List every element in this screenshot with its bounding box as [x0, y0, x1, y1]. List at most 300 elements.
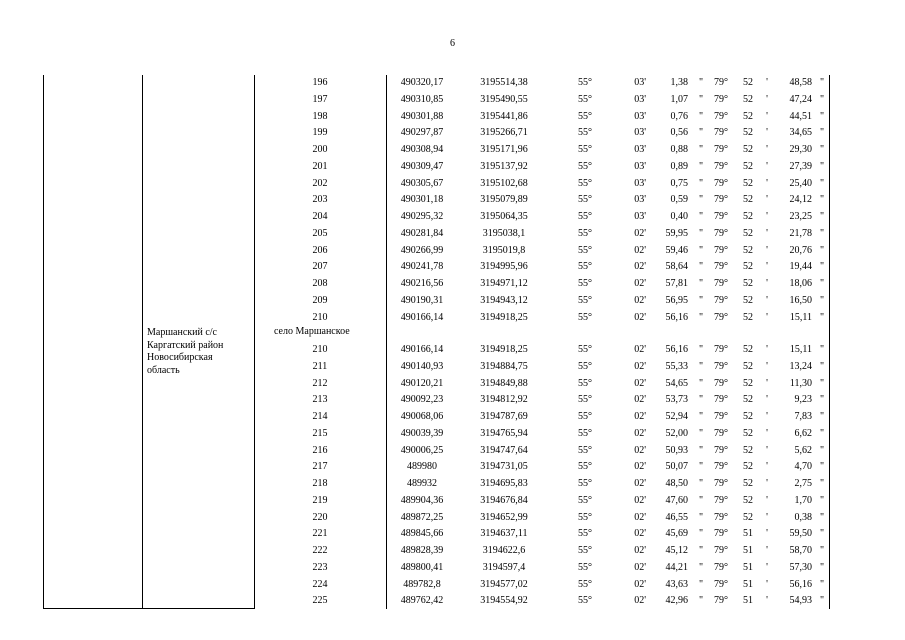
lon-seconds: 15,11	[789, 311, 812, 323]
lon-seconds-mark: "	[819, 478, 825, 489]
region-line: Новосибирская	[147, 352, 213, 363]
lon-seconds: 4,70	[794, 461, 812, 473]
lon-minutes: 52	[743, 411, 753, 422]
lat-minutes: 02'	[634, 278, 646, 289]
lon-degrees: 79°	[714, 478, 728, 489]
coord-x: 490166,14	[400, 344, 444, 355]
lat-seconds-mark: "	[698, 278, 704, 289]
point-number: 224	[312, 578, 328, 590]
coord-y: 3195266,71	[480, 127, 528, 139]
lon-seconds: 58,70	[789, 545, 812, 556]
lat-seconds: 52,94	[665, 411, 688, 422]
lon-seconds: 29,30	[789, 144, 812, 155]
lon-degrees: 79°	[714, 545, 728, 556]
coord-y: 3194747,64	[480, 444, 528, 456]
point-number: 219	[312, 494, 328, 506]
lat-seconds: 0,40	[670, 211, 688, 222]
coord-y: 3194849,88	[480, 377, 528, 389]
lat-seconds: 48,50	[665, 478, 688, 489]
lon-seconds: 5,62	[794, 444, 812, 456]
lon-minutes: 52	[743, 244, 753, 256]
table-row	[0, 176, 905, 193]
point-number: 208	[312, 278, 328, 289]
coord-x: 489845,66	[400, 528, 444, 540]
coord-y: 3195038,1	[482, 227, 526, 239]
lat-seconds-mark: "	[698, 244, 704, 256]
lon-seconds: 9,23	[794, 394, 812, 406]
lat-degrees: 55°	[578, 194, 592, 206]
lon-minutes-mark: '	[766, 127, 768, 139]
lon-seconds: 6,62	[794, 427, 812, 439]
table-row	[0, 293, 905, 310]
lat-minutes: 02'	[634, 427, 646, 439]
lon-minutes-mark: '	[766, 110, 768, 122]
lat-degrees: 55°	[578, 211, 592, 222]
lat-degrees: 55°	[578, 461, 592, 473]
point-number: 210	[312, 344, 328, 355]
lat-seconds-mark: "	[698, 478, 704, 489]
lat-seconds-mark: "	[698, 394, 704, 406]
coord-x: 490301,88	[400, 110, 444, 122]
lat-seconds-mark: "	[698, 127, 704, 139]
lat-seconds-mark: "	[698, 377, 704, 389]
lon-degrees: 79°	[714, 227, 728, 239]
coord-x: 490140,93	[400, 360, 444, 372]
lat-minutes: 03'	[634, 93, 646, 105]
lon-minutes-mark: '	[766, 377, 768, 389]
table-row	[0, 259, 905, 276]
lon-seconds: 56,16	[789, 578, 812, 590]
lon-seconds-mark: "	[819, 545, 825, 556]
table-row	[0, 443, 905, 460]
lat-minutes: 02'	[634, 545, 646, 556]
lat-seconds-mark: "	[698, 211, 704, 222]
point-number: 209	[312, 294, 328, 306]
coord-y: 3194943,12	[480, 294, 528, 306]
lon-seconds-mark: "	[819, 177, 825, 189]
coord-y: 3195079,89	[480, 194, 528, 206]
lon-seconds-mark: "	[819, 127, 825, 139]
lat-degrees: 55°	[578, 278, 592, 289]
lat-seconds: 54,65	[665, 377, 688, 389]
coord-x: 490190,31	[400, 294, 444, 306]
lat-degrees: 55°	[578, 311, 592, 323]
coord-y: 3195064,35	[480, 211, 528, 222]
table-row	[0, 459, 905, 476]
point-number: 213	[312, 394, 328, 406]
lon-minutes-mark: '	[766, 144, 768, 155]
lon-seconds: 47,24	[789, 93, 812, 105]
lat-degrees: 55°	[578, 411, 592, 422]
coord-y: 3194554,92	[480, 595, 528, 607]
lat-minutes: 02'	[634, 561, 646, 573]
lat-seconds-mark: "	[698, 160, 704, 172]
section-label: село Маршанское	[274, 326, 350, 337]
lon-minutes-mark: '	[766, 261, 768, 273]
lat-seconds-mark: "	[698, 494, 704, 506]
lon-seconds: 20,76	[789, 244, 812, 256]
table-row	[0, 310, 905, 327]
table-row	[0, 142, 905, 159]
lat-degrees: 55°	[578, 177, 592, 189]
lat-minutes: 03'	[634, 194, 646, 206]
lon-degrees: 79°	[714, 578, 728, 590]
lon-minutes: 51	[743, 561, 753, 573]
lat-degrees: 55°	[578, 77, 592, 88]
lon-minutes: 52	[743, 511, 753, 523]
point-number: 212	[312, 377, 328, 389]
lat-degrees: 55°	[578, 294, 592, 306]
point-number: 223	[312, 561, 328, 573]
page-number: 6	[450, 38, 455, 49]
region-line: Маршанский с/с	[147, 327, 217, 338]
lon-minutes-mark: '	[766, 244, 768, 256]
lat-seconds: 56,16	[665, 344, 688, 355]
lat-seconds: 53,73	[665, 394, 688, 406]
lon-seconds: 54,93	[789, 595, 812, 607]
lon-minutes-mark: '	[766, 227, 768, 239]
lon-minutes: 52	[743, 294, 753, 306]
lat-seconds-mark: "	[698, 227, 704, 239]
lon-minutes-mark: '	[766, 545, 768, 556]
lon-minutes: 52	[743, 427, 753, 439]
coord-x: 489762,42	[400, 595, 444, 607]
lat-seconds: 59,95	[665, 227, 688, 239]
point-number: 210	[312, 311, 328, 323]
lon-degrees: 79°	[714, 528, 728, 540]
lon-seconds-mark: "	[819, 77, 825, 88]
lon-degrees: 79°	[714, 444, 728, 456]
lon-minutes-mark: '	[766, 394, 768, 406]
lon-degrees: 79°	[714, 261, 728, 273]
lon-seconds-mark: "	[819, 377, 825, 389]
coord-y: 3195102,68	[480, 177, 528, 189]
coord-y: 3194597,4	[482, 561, 526, 573]
table-row	[0, 392, 905, 409]
lat-seconds-mark: "	[698, 595, 704, 607]
table-row	[0, 577, 905, 594]
coord-y: 3194918,25	[480, 311, 528, 323]
lat-seconds: 1,07	[670, 93, 688, 105]
point-number: 203	[312, 194, 328, 206]
lon-minutes: 52	[743, 77, 753, 88]
table-row	[0, 159, 905, 176]
lat-seconds-mark: "	[698, 528, 704, 540]
coord-x: 490266,99	[400, 244, 444, 256]
lon-seconds: 48,58	[789, 77, 812, 88]
lat-minutes: 02'	[634, 461, 646, 473]
lon-seconds-mark: "	[819, 427, 825, 439]
lat-seconds: 42,96	[665, 595, 688, 607]
lon-seconds: 2,75	[794, 478, 812, 489]
lon-minutes-mark: '	[766, 93, 768, 105]
lat-degrees: 55°	[578, 244, 592, 256]
lon-minutes: 51	[743, 528, 753, 540]
lat-degrees: 55°	[578, 360, 592, 372]
lon-minutes-mark: '	[766, 77, 768, 88]
table-row	[0, 226, 905, 243]
point-number: 216	[312, 444, 328, 456]
lon-degrees: 79°	[714, 177, 728, 189]
point-number: 205	[312, 227, 328, 239]
lat-degrees: 55°	[578, 561, 592, 573]
point-number: 202	[312, 177, 328, 189]
point-number: 207	[312, 261, 328, 273]
lon-seconds: 11,30	[789, 377, 812, 389]
coord-x: 489782,8	[403, 578, 441, 590]
lon-minutes-mark: '	[766, 294, 768, 306]
lon-minutes: 52	[743, 194, 753, 206]
coord-x: 489932	[407, 478, 437, 489]
lat-seconds-mark: "	[698, 444, 704, 456]
table-row	[0, 560, 905, 577]
lat-seconds-mark: "	[698, 144, 704, 155]
lon-minutes: 52	[743, 127, 753, 139]
lat-seconds: 56,95	[665, 294, 688, 306]
lon-seconds-mark: "	[819, 411, 825, 422]
lon-degrees: 79°	[714, 211, 728, 222]
lon-seconds: 15,11	[789, 344, 812, 355]
coord-x: 490297,87	[400, 127, 444, 139]
lat-degrees: 55°	[578, 595, 592, 607]
lon-degrees: 79°	[714, 377, 728, 389]
lat-degrees: 55°	[578, 377, 592, 389]
lat-degrees: 55°	[578, 344, 592, 355]
lat-seconds: 45,12	[665, 545, 688, 556]
point-number: 206	[312, 244, 328, 256]
point-number: 215	[312, 427, 328, 439]
lon-minutes: 52	[743, 360, 753, 372]
lat-seconds-mark: "	[698, 344, 704, 355]
table-row	[0, 593, 905, 610]
lat-seconds-mark: "	[698, 110, 704, 122]
table-row	[0, 192, 905, 209]
lon-minutes-mark: '	[766, 360, 768, 372]
lon-minutes: 52	[743, 478, 753, 489]
lat-seconds-mark: "	[698, 177, 704, 189]
lat-minutes: 02'	[634, 494, 646, 506]
point-number: 197	[312, 93, 328, 105]
lon-seconds-mark: "	[819, 211, 825, 222]
lat-degrees: 55°	[578, 110, 592, 122]
lon-degrees: 79°	[714, 494, 728, 506]
point-number: 214	[312, 411, 328, 422]
coord-y: 3195171,96	[480, 144, 528, 155]
lat-degrees: 55°	[578, 545, 592, 556]
table-row	[0, 75, 905, 92]
lon-minutes: 52	[743, 227, 753, 239]
lat-seconds: 47,60	[665, 494, 688, 506]
lat-seconds: 0,76	[670, 110, 688, 122]
lon-degrees: 79°	[714, 595, 728, 607]
lon-seconds-mark: "	[819, 110, 825, 122]
coord-y: 3194637,11	[480, 528, 528, 540]
coord-x: 490295,32	[400, 211, 444, 222]
coord-x: 490308,94	[400, 144, 444, 155]
lon-seconds: 25,40	[789, 177, 812, 189]
lat-seconds-mark: "	[698, 311, 704, 323]
point-number: 218	[312, 478, 328, 489]
lat-degrees: 55°	[578, 127, 592, 139]
lat-minutes: 02'	[634, 244, 646, 256]
coord-x: 490320,17	[400, 77, 444, 88]
table-row	[0, 92, 905, 109]
coord-x: 490309,47	[400, 160, 444, 172]
coord-y: 3195514,38	[480, 77, 528, 88]
lat-seconds-mark: "	[698, 294, 704, 306]
coord-y: 3194676,84	[480, 494, 528, 506]
lon-seconds-mark: "	[819, 494, 825, 506]
lat-minutes: 03'	[634, 211, 646, 222]
coord-y: 3195490,55	[480, 93, 528, 105]
table-row	[0, 493, 905, 510]
lat-minutes: 03'	[634, 144, 646, 155]
lat-minutes: 03'	[634, 77, 646, 88]
lat-degrees: 55°	[578, 93, 592, 105]
lat-seconds: 0,56	[670, 127, 688, 139]
lat-minutes: 02'	[634, 595, 646, 607]
lat-seconds: 1,38	[670, 77, 688, 88]
coord-y: 3194884,75	[480, 360, 528, 372]
lon-minutes-mark: '	[766, 511, 768, 523]
lon-seconds: 18,06	[789, 278, 812, 289]
point-number: 225	[312, 595, 328, 607]
coord-x: 490006,25	[400, 444, 444, 456]
lat-seconds: 0,75	[670, 177, 688, 189]
coord-x: 490092,23	[400, 394, 444, 406]
lon-seconds-mark: "	[819, 227, 825, 239]
lon-degrees: 79°	[714, 77, 728, 88]
lat-seconds: 58,64	[665, 261, 688, 273]
lat-seconds: 45,69	[665, 528, 688, 540]
point-number: 211	[312, 360, 328, 372]
lon-degrees: 79°	[714, 461, 728, 473]
lon-seconds-mark: "	[819, 461, 825, 473]
lon-seconds-mark: "	[819, 311, 825, 323]
lat-minutes: 02'	[634, 411, 646, 422]
lon-minutes: 52	[743, 144, 753, 155]
lon-minutes: 52	[743, 461, 753, 473]
lon-minutes: 51	[743, 578, 753, 590]
region-line: область	[147, 364, 180, 376]
coord-y: 3194787,69	[480, 411, 528, 422]
lon-minutes-mark: '	[766, 494, 768, 506]
point-number: 198	[312, 110, 328, 122]
lat-seconds: 50,07	[665, 461, 688, 473]
lon-seconds: 21,78	[789, 227, 812, 239]
lat-seconds: 56,16	[665, 311, 688, 323]
coord-x: 490310,85	[400, 93, 444, 105]
lat-degrees: 55°	[578, 528, 592, 540]
table-row	[0, 209, 905, 226]
lat-degrees: 55°	[578, 261, 592, 273]
lat-degrees: 55°	[578, 160, 592, 172]
point-number: 201	[312, 160, 328, 172]
lon-minutes: 52	[743, 444, 753, 456]
lat-minutes: 02'	[634, 261, 646, 273]
lat-seconds-mark: "	[698, 261, 704, 273]
lon-minutes-mark: '	[766, 427, 768, 439]
lon-seconds-mark: "	[819, 578, 825, 590]
lat-seconds-mark: "	[698, 578, 704, 590]
lon-minutes: 52	[743, 160, 753, 172]
lat-minutes: 02'	[634, 394, 646, 406]
lon-seconds: 16,50	[789, 294, 812, 306]
lon-degrees: 79°	[714, 160, 728, 172]
lat-degrees: 55°	[578, 444, 592, 456]
coord-x: 489980	[407, 461, 437, 473]
lon-seconds-mark: "	[819, 93, 825, 105]
lon-minutes-mark: '	[766, 478, 768, 489]
coord-y: 3194622,6	[482, 545, 526, 556]
table-row	[0, 543, 905, 560]
table-row	[0, 526, 905, 543]
coord-x: 490039,39	[400, 427, 444, 439]
lon-degrees: 79°	[714, 127, 728, 139]
lon-degrees: 79°	[714, 411, 728, 422]
coord-y: 3194971,12	[480, 278, 528, 289]
lon-minutes-mark: '	[766, 194, 768, 206]
lat-minutes: 03'	[634, 110, 646, 122]
lon-degrees: 79°	[714, 360, 728, 372]
lon-minutes-mark: '	[766, 444, 768, 456]
lon-seconds-mark: "	[819, 144, 825, 155]
lon-minutes: 52	[743, 344, 753, 355]
coord-y: 3194652,99	[480, 511, 528, 523]
lon-minutes: 52	[743, 278, 753, 289]
coord-y: 3194765,94	[480, 427, 528, 439]
coord-y: 3194731,05	[480, 461, 528, 473]
coord-x: 490120,21	[400, 377, 444, 389]
lon-minutes-mark: '	[766, 160, 768, 172]
lon-seconds-mark: "	[819, 344, 825, 355]
lon-seconds-mark: "	[819, 561, 825, 573]
lon-degrees: 79°	[714, 344, 728, 355]
table-row	[0, 276, 905, 293]
coord-x: 490241,78	[400, 261, 444, 273]
lon-seconds-mark: "	[819, 244, 825, 256]
lat-degrees: 55°	[578, 511, 592, 523]
lon-degrees: 79°	[714, 194, 728, 206]
lon-minutes-mark: '	[766, 177, 768, 189]
coord-x: 490216,56	[400, 278, 444, 289]
lat-minutes: 02'	[634, 311, 646, 323]
lon-minutes-mark: '	[766, 278, 768, 289]
lat-seconds: 59,46	[665, 244, 688, 256]
lat-degrees: 55°	[578, 227, 592, 239]
lat-minutes: 02'	[634, 377, 646, 389]
lat-minutes: 02'	[634, 344, 646, 355]
coord-x: 489872,25	[400, 511, 444, 523]
lon-degrees: 79°	[714, 427, 728, 439]
lat-seconds-mark: "	[698, 461, 704, 473]
lat-seconds: 44,21	[665, 561, 688, 573]
coord-y: 3195137,92	[480, 160, 528, 172]
lat-seconds: 50,93	[665, 444, 688, 456]
lon-minutes: 52	[743, 110, 753, 122]
lon-minutes: 52	[743, 394, 753, 406]
lon-minutes: 51	[743, 595, 753, 607]
coord-y: 3194577,02	[480, 578, 528, 590]
point-number: 196	[312, 77, 328, 88]
table-row	[0, 109, 905, 126]
lon-minutes-mark: '	[766, 411, 768, 422]
lat-degrees: 55°	[578, 494, 592, 506]
lat-seconds-mark: "	[698, 511, 704, 523]
lat-seconds-mark: "	[698, 545, 704, 556]
point-number: 222	[312, 545, 328, 556]
lat-minutes: 02'	[634, 528, 646, 540]
